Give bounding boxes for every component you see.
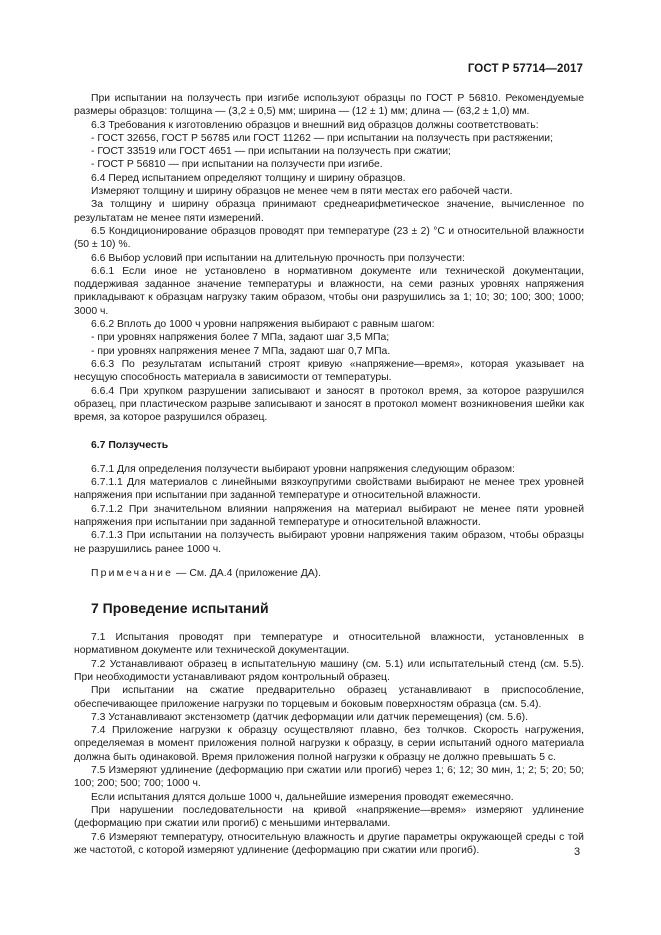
paragraph: 6.6.2 Вплоть до 1000 ч уровни напряжения выбирают с равным шагом: (91, 319, 435, 331)
paragraph: 6.6 Выбор условий при испытании на длительную прочность при ползучести: (91, 252, 465, 264)
paragraph: 7.2 Устанавливают образец в испытательную машину (см. 5.1) или испытательный стенд (см. 5.5). При необходимости устанавливают рядом контрольный образец. (74, 658, 584, 683)
subsection-heading: 6.7 Ползучесть (91, 440, 169, 452)
paragraph: 6.3 Требования к изготовлению образцов и внешний вид образцов должны соответствовать: (91, 119, 539, 131)
paragraph: 6.7.1 Для определения ползучести выбирают уровни напряжения следующим образом: (91, 463, 515, 475)
list-item: - ГОСТ 32656, ГОСТ Р 56785 или ГОСТ 11262 — при испытании на ползучесть при растяжении; (91, 132, 553, 144)
paragraph: При нарушении последовательности на кривой «напряжение—время» измеряют удлинение (деформацию при сжатии или прогиб) с меньшими интервалами. (74, 804, 584, 830)
list-item: - при уровнях напряжения более 7 МПа, задают шаг 3,5 МПа; (91, 332, 390, 344)
paragraph: Измеряют толщину и ширину образцов не менее чем в пяти местах его рабочей части. (91, 186, 513, 198)
paragraph: 6.4 Перед испытанием определяют толщину и ширину образцов. (91, 172, 406, 184)
document-header: ГОСТ Р 57714—2017 (467, 63, 583, 75)
paragraph: При испытании на ползучесть при изгибе используют образцы по ГОСТ Р 56810. Рекомендуемые размеры образцов: толщина — (3,2 ± 0,5) мм; ширина — (12 ± 1) мм; длина — (63,2 ± 1,0) мм. (74, 93, 584, 118)
paragraph: 6.5 Кондиционирование образцов проводят при температуре (23 ± 2) °С и относительной влажности (50 ± 10) %. (74, 225, 584, 251)
paragraph: 6.7.1.2 При значительном влиянии напряжения на материал выбирают не менее пяти уровней напряжения при испытании при заданной температуре и относительной влажности. (74, 503, 584, 528)
page-number: 3 (574, 846, 581, 858)
paragraph: 7.5 Измеряют удлинение (деформацию при сжатии или прогиб) через 1; 6; 12; 30 мин, 1; 2; 5; 20; 50; 100; 200; 500; 700; 1000 ч. (74, 765, 584, 790)
paragraph: За толщину и ширину образца принимают среднеарифметическое значение, вычисленное по результатам не менее пяти измерений. (74, 199, 584, 224)
paragraph: 6.7.1.3 При испытании на ползучесть выбирают уровни напряжения таким образом, чтобы образцы не разрушились ранее 1000 ч. (74, 530, 584, 555)
list-item: - ГОСТ 33519 или ГОСТ 4651 — при испытании на ползучесть при сжатии; (91, 146, 451, 158)
paragraph: 6.6.4 При хрупком разрушении записывают и заносят в протокол время, за которое разрушился образец, при пластическом разрыве записывают и заносят в протокол момент возникновения шейки как время, за которое разрушился образец. (74, 385, 584, 424)
paragraph: 6.6.1 Если иное не установлено в нормативном документе или технической документации, поддерживая заданное значение температуры и влажности, на семи разных уровнях напряжения прикладывают к образцам нагрузку таким образом, чтобы они разрушились за 1; 10; 30; 100; 300; 1000; 3000 ч. (74, 265, 584, 317)
list-item: - ГОСТ Р 56810 — при испытании на ползучести при изгибе. (91, 159, 383, 171)
paragraph: При испытании на сжатие предварительно образец устанавливают в приспособление, обеспечивающее приложение нагрузки по торцевым и боковым поверхностям образца (см. 5.4). (74, 685, 584, 710)
note-label: Примечание (91, 567, 174, 579)
paragraph: Если испытания длятся дольше 1000 ч, дальнейшие измерения проводят ежемесячно. (91, 791, 514, 803)
list-item: - при уровнях напряжения менее 7 МПа, задают шаг 0,7 МПа. (91, 345, 391, 357)
paragraph: 7.4 Приложение нагрузки к образцу осуществляют плавно, без толчков. Скорость нагружения, определяемая в момент приложения полной нагрузки к образцу, в серии испытаний одного материала должна быть одинаковой. Время приложения полной нагрузки к образцу не должно превышать 5 с. (74, 725, 584, 763)
paragraph: 7.1 Испытания проводят при температуре и относительной влажности, установленных в нормативном документе или технической документации. (74, 632, 584, 657)
paragraph: 7.6 Измеряют температуру, относительную влажность и другие параметры окружающей среды с той же частотой, с которой измеряют удлинение (деформацию при сжатии или прогиб). (74, 831, 584, 856)
note (74, 567, 584, 580)
note-text: — См. ДА.4 (приложение ДА). (173, 567, 322, 579)
page-body (74, 92, 584, 857)
paragraph: 6.7.1.1 Для материалов с линейными вязкоупругими свойствами выбирают не менее трех уровней напряжения при испытании при заданной температуре и относительной влажности. (74, 477, 584, 502)
paragraph: 6.6.3 По результатам испытаний строят кривую «напряжение—время», которая указывает на несущую способность материала в зависимости от температуры. (74, 358, 584, 384)
section-heading: 7 Проведение испытаний (91, 600, 269, 617)
paragraph: 7.3 Устанавливают экстензометр (датчик деформации или датчик перемещения) (см. 5.6). (91, 711, 529, 723)
